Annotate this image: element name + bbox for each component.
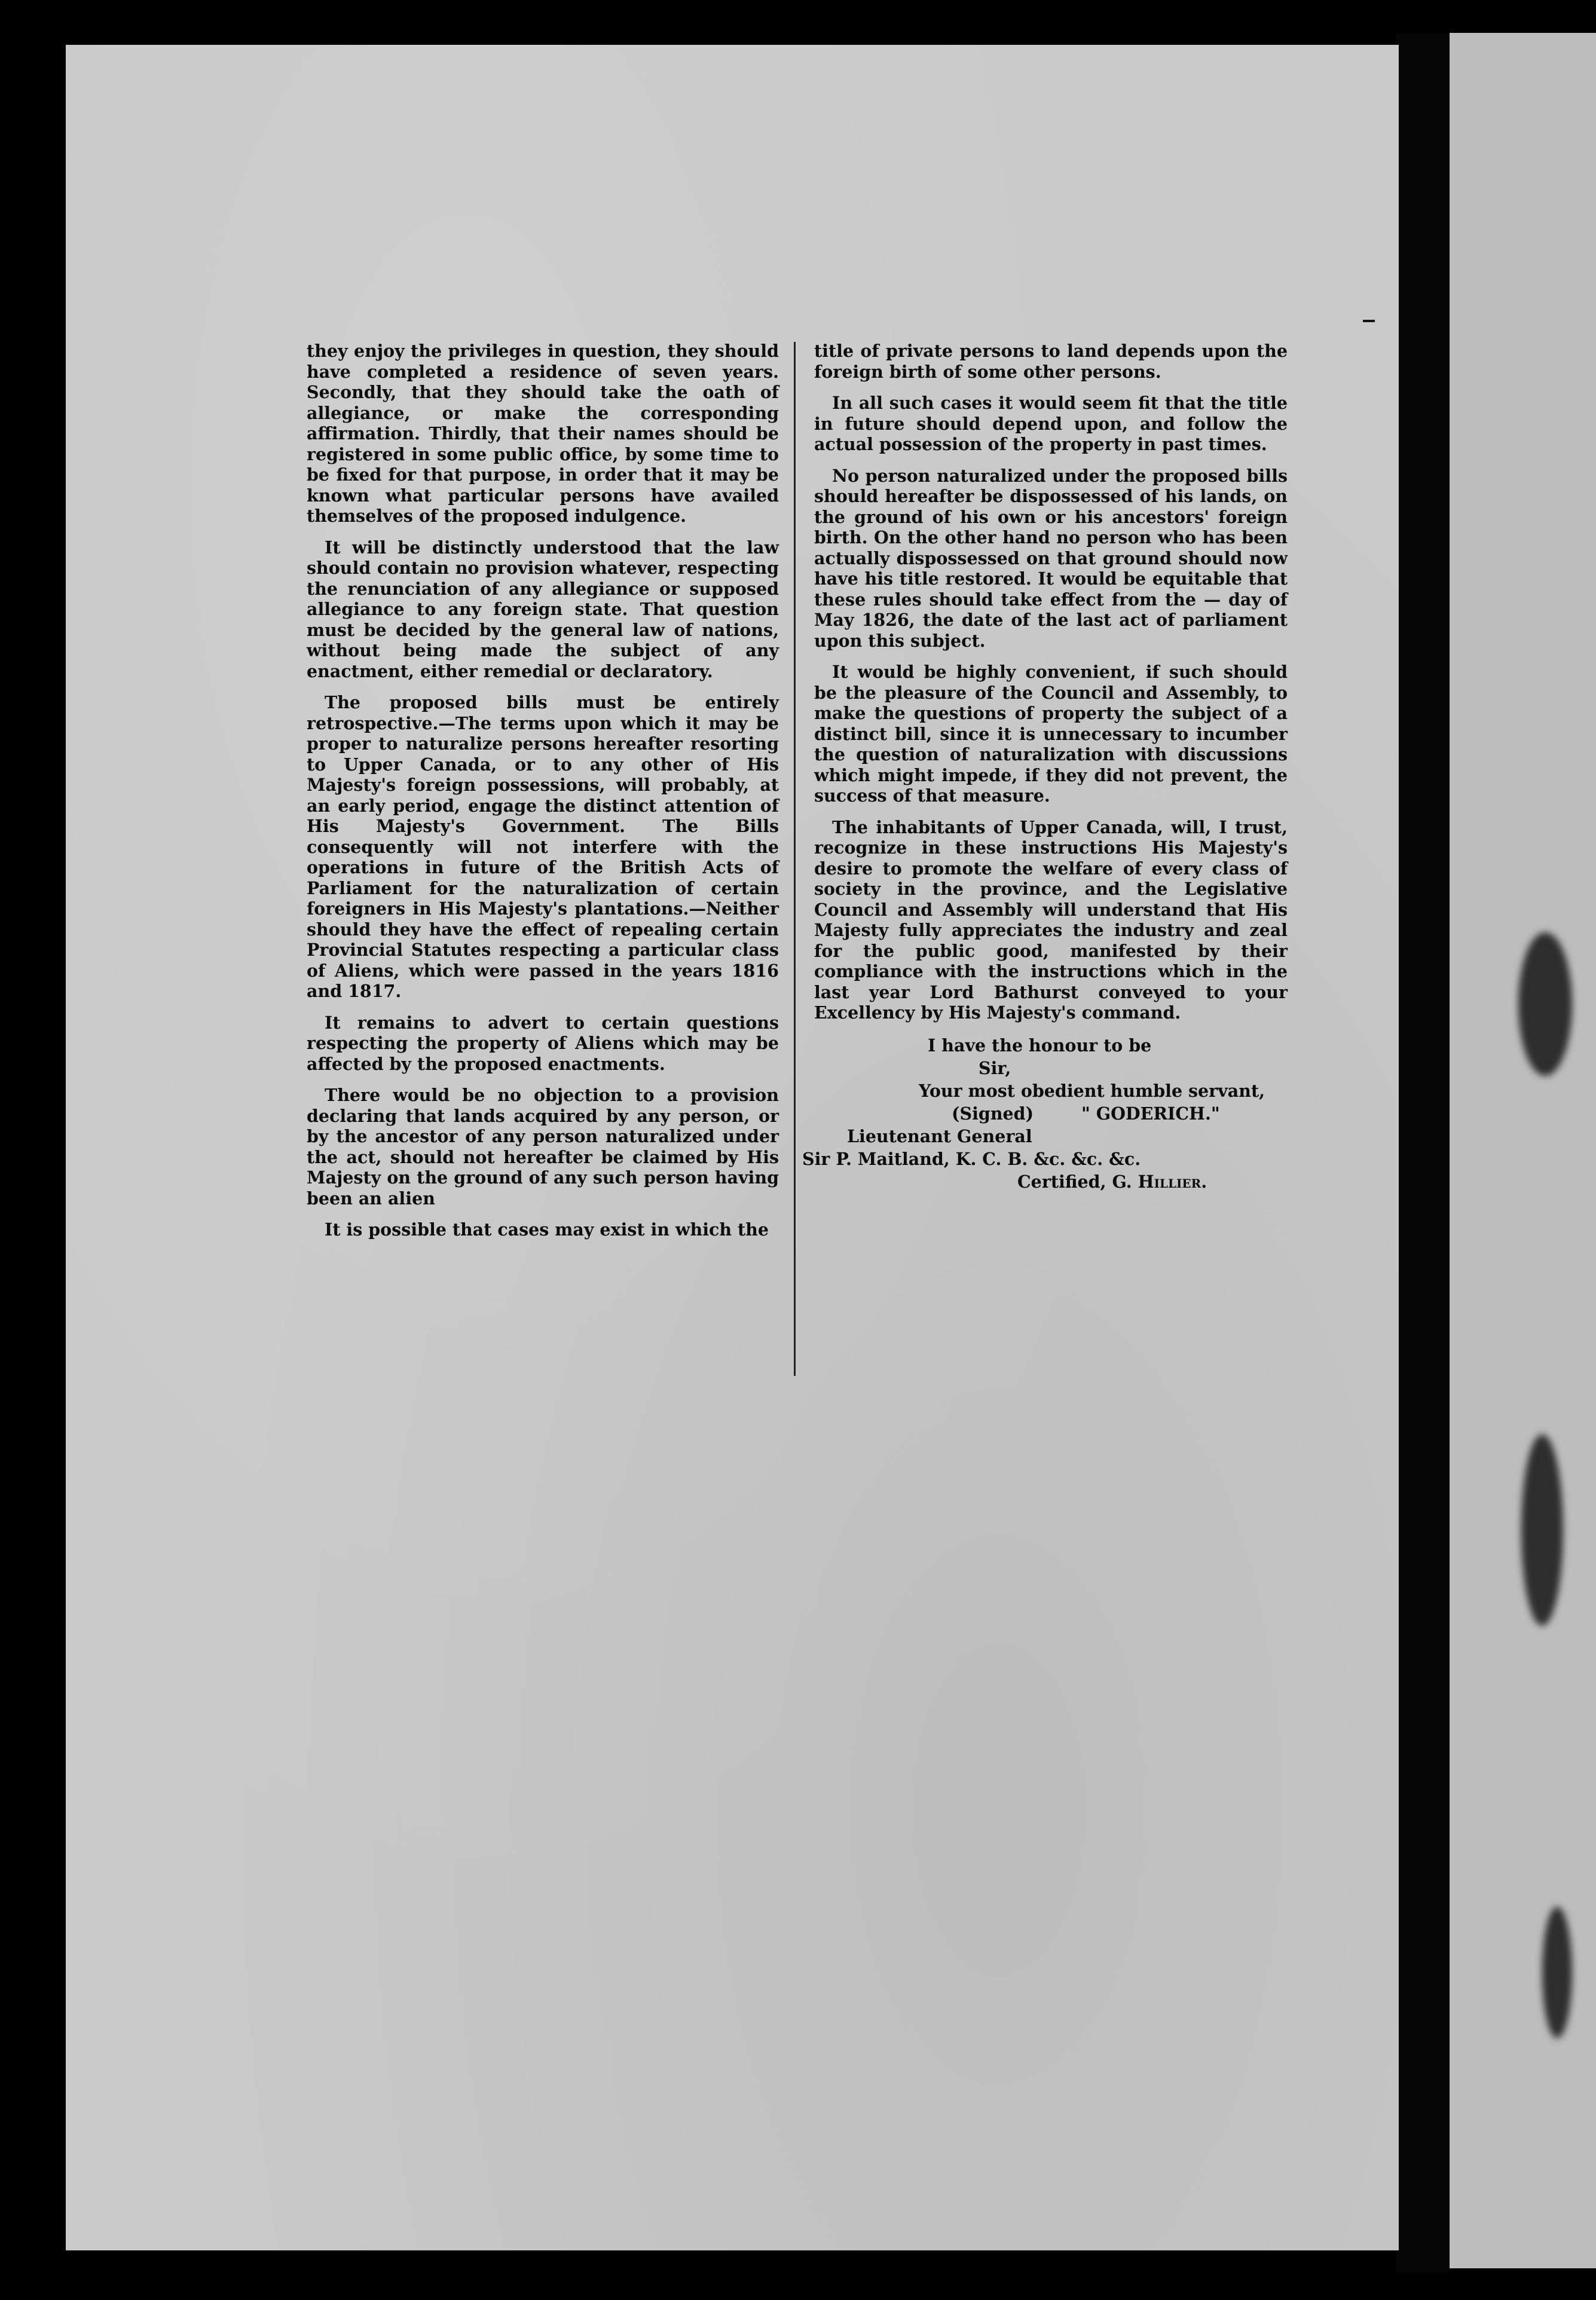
paragraph: In all such cases it would seem fit that the title in future should depend upon, and follow the actual possession of the property in past times. xyxy=(814,393,1288,454)
signature-name: " GODERICH." xyxy=(1081,1103,1220,1124)
ink-blot xyxy=(1518,932,1572,1076)
certification-line xyxy=(814,1170,1288,1193)
salutation-line: Sir, xyxy=(979,1057,1011,1078)
column-divider xyxy=(794,342,796,1376)
paragraph: It would be highly convenient, if such should be the pleasure of the Council and Assembly, to make the questions of property the subject of a distinct bill, since it is unnecessary to incumber the question of naturalization with discussions which might impede, if they did not prevent, the success of that measure. xyxy=(814,662,1288,806)
paragraph: No person naturalized under the proposed bills should hereafter be dispossessed of his lands, on the ground of his own or his ancestors' foreign birth. On the other hand no person who has been actually dispossessed on that ground should now have his title restored. It would be equitable that these rules should take effect from the — day of May 1826, the date of the last act of parliament upon this subject. xyxy=(814,465,1288,651)
certified-label: Certified, G. xyxy=(1017,1171,1132,1192)
paragraph: The proposed bills must be entirely retrospective.—The terms upon which it may be proper to naturalize persons hereafter resorting to Upper Canada, or to any other of His Majesty's foreign possessions, will probably, at an early period, engage the distinct attention of His Majesty's Government. The Bills consequently will not interfere with the operations in future of the British Acts of Parliament for the naturalization of certain foreigners in His Majesty's plantations.—Neither should they have the effect of repealing certain Provincial Statutes respecting a particular class of Aliens, which were passed in the years 1816 and 1817. xyxy=(307,692,779,1001)
paragraph: The inhabitants of Upper Canada, will, I trust, recognize in these instructions His Majesty's desire to promote the welfare of every class of society in the province, and the Legislative Council and Assembly will understand that His Majesty fully appreciates the industry and zeal for the public good, manifested by their compliance with the instructions which in the last year Lord Bathurst conveyed to your Excellency by His Majesty's command. xyxy=(814,816,1288,1023)
paragraph: they enjoy the privileges in question, they should have completed a residence of seven years. Secondly, that they should take the oath of allegiance, or make the corresponding affirmation. Thirdly, that their names should be registered in some public office, by some time to be fixed for that purpose, in order that it may be known what particular persons have availed themselves of the proposed indulgence. xyxy=(307,341,779,526)
signed-label: (Signed) xyxy=(952,1103,1034,1124)
paragraph: There would be no objection to a provision declaring that lands acquired by any person, or by the ancestor of any person naturalized under the act, should not hereafter be claimed by His Majesty on the ground of any such person having been an alien xyxy=(307,1085,779,1209)
right-column xyxy=(802,341,1288,1193)
left-column xyxy=(307,341,779,1251)
paragraph: It will be distinctly understood that the law should contain no provision whatever, respecting the renunciation of any allegiance or supposed allegiance to any foreign state. That question must be decided by the general law of nations, without being made the subject of any enactment, either remedial or declaratory. xyxy=(307,537,779,681)
addressee-line: Sir P. Maitland, K. C. B. &c. &c. &c. xyxy=(802,1148,1141,1169)
paragraph: title of private persons to land depends upon the foreign birth of some other persons. xyxy=(814,341,1288,382)
certifier-name: Hillier. xyxy=(1138,1171,1207,1192)
ink-blot xyxy=(1542,1907,1572,2038)
margin-dash-mark xyxy=(1363,320,1375,322)
closing-line: Your most obedient humble servant, xyxy=(919,1080,1265,1101)
paragraph: It remains to advert to certain questions respecting the property of Aliens which may be affected by the proposed enactments. xyxy=(307,1012,779,1074)
ink-blot xyxy=(1521,1435,1563,1626)
adjacent-page-edge xyxy=(1447,33,1596,2268)
signature-line xyxy=(814,1102,1288,1125)
closing-line: I have the honour to be xyxy=(928,1035,1152,1056)
binding-fold-shadow xyxy=(1396,33,1450,2273)
letter-closing xyxy=(802,1034,1288,1193)
paragraph: It is possible that cases may exist in which the xyxy=(325,1219,769,1240)
signer-title: Lieutenant General xyxy=(847,1125,1032,1146)
